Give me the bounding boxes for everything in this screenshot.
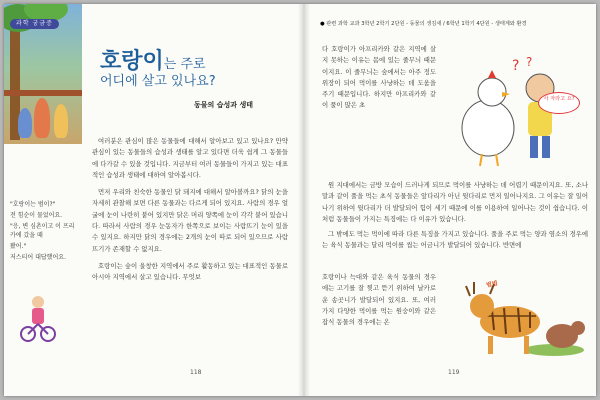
- illustration-sound-label: 범범: [485, 279, 499, 290]
- paragraph: 그 밖에도 먹는 먹이에 따라 다른 특징을 가지고 있습니다. 풀을 주로 먹는 양과 염소의 경우에는 육식 동물과는 달리 먹이를 씹는 어금니가 발달되어 있습니다. 반면에: [322, 230, 588, 250]
- right-body-text-3: 호랑이나 늑대와 같은 육식 동물의 경우에는 고기를 잘 찢고 뜯기 위하여 날카로운 송곳니가 발달되어 있지요. 또, 여러 가지 다양한 먹이를 먹는 원숭이와 같은 잡식 동물의 경우에는 온: [322, 273, 436, 327]
- caption-line: "호랑이는 범이?": [10, 201, 56, 208]
- section-tag-bar: [4, 18, 298, 30]
- page-number-left: 118: [190, 369, 202, 376]
- speech-bubble: 사 자라고 요?: [538, 92, 580, 114]
- svg-text:?: ?: [526, 55, 533, 69]
- tiger-and-deer-illustration: [444, 266, 590, 362]
- right-body-text-1: 다 호랑이가 아프리카와 같은 지역에 살지 못하는 이유는 몸에 있는 줄무늬 때문이지요. 이 줄무늬는 숲에서는 아주 정도 위장이 되어 먹이를 사냥하는 데 도움을 주기 때문입니다. 하지만 아프리카와 같이 풀이 많은 초: [322, 45, 436, 110]
- left-body-text: [92, 136, 288, 290]
- book-gutter: [298, 4, 310, 396]
- svg-text:?: ?: [512, 58, 520, 74]
- section-tag: 과학 궁금증: [10, 19, 59, 29]
- paragraph: 원 지대에서는 금방 모습이 드러나게 되므로 먹이를 사냥하는 데 어렵기 때문이지요. 또, 소나 말과 같이 풀을 먹는 초식 동물들은 앞다리가 아닌 뒷다리로 먼저 일어나지요. 그 이유는 잘 일어나기 위하여 뒷다리가 더 발달되어 힘이 세기 때문에 이를 이용하여 일어나는 것이 쉽습니다. 이처럼 동물들이 가지는 특징에는 다 이유가 있습니다.: [322, 181, 588, 223]
- paragraph: 먼저 우리와 친숙한 동물인 닭 돼지에 대해서 알아볼까요? 닭의 눈을 자세히 관찰해 보면 다른 동물과는 다르게 되어 있지요. 사람의 경우 얼굴에 눈이 나란히 붙어 있지만 닭은 머리 양쪽에 눈이 각각 붙어 있습니다. 따라서 사람의 경우 눈동자가 한쪽으로 보이는 사람뜨기 눈이 있을 수 있지요. 하지만 닭의 경우에는 2개의 눈이 따로 되어 있으므로 사람뜨기가 존재할 수 없지요.: [92, 188, 288, 253]
- header-bullet: ●: [320, 21, 325, 27]
- caption-line: 전 힘순이 물었어요.: [10, 212, 63, 219]
- title-emphasis: 호랑이: [100, 49, 164, 74]
- page-subtitle: 동물의 습성과 생태: [194, 101, 253, 109]
- curriculum-header: [320, 20, 527, 27]
- curriculum-text: 관련 과학 교과 3학년 2학기 2단원 - 동물의 생김새 / 6학년 1학기 4단원 - 생태계와 환경: [326, 21, 527, 27]
- title-suffix: 는 주로: [163, 57, 206, 72]
- title-line-2: 어디에 살고 있나요?: [100, 74, 216, 89]
- right-body-text-2: [322, 180, 588, 256]
- bicycle-character-icon: [20, 294, 56, 344]
- caption-line: "응, 변 심촌이고 이 프리카에 갔을 때: [10, 223, 75, 239]
- paragraph: 호랑이는 숲이 울창한 지역에서 주로 활동하고 있는 대표적인 동물로 아시아 지역에서 살고 있습니다. 무엇보: [92, 261, 288, 282]
- paragraph: 여러분은 관심이 많은 동물들에 대해서 알아보고 있고 있나요? 만약 관심이 있는 동물들의 습성과 생태를 알고 있다면 더욱 쉽게 그 동물들에 다가갈 수 있을 것입니다. 지금부터 여러 동물들이 가지고 있는 대표적인 습성과 생태에 대하여 알아봅시다.: [92, 137, 288, 179]
- dialogue-caption: [10, 200, 80, 264]
- book-spread: [4, 4, 596, 396]
- caption-line: 저스티어 대답했어요.: [10, 254, 66, 261]
- caption-line: 봤어.": [10, 243, 27, 250]
- page-number-right: 119: [448, 369, 460, 376]
